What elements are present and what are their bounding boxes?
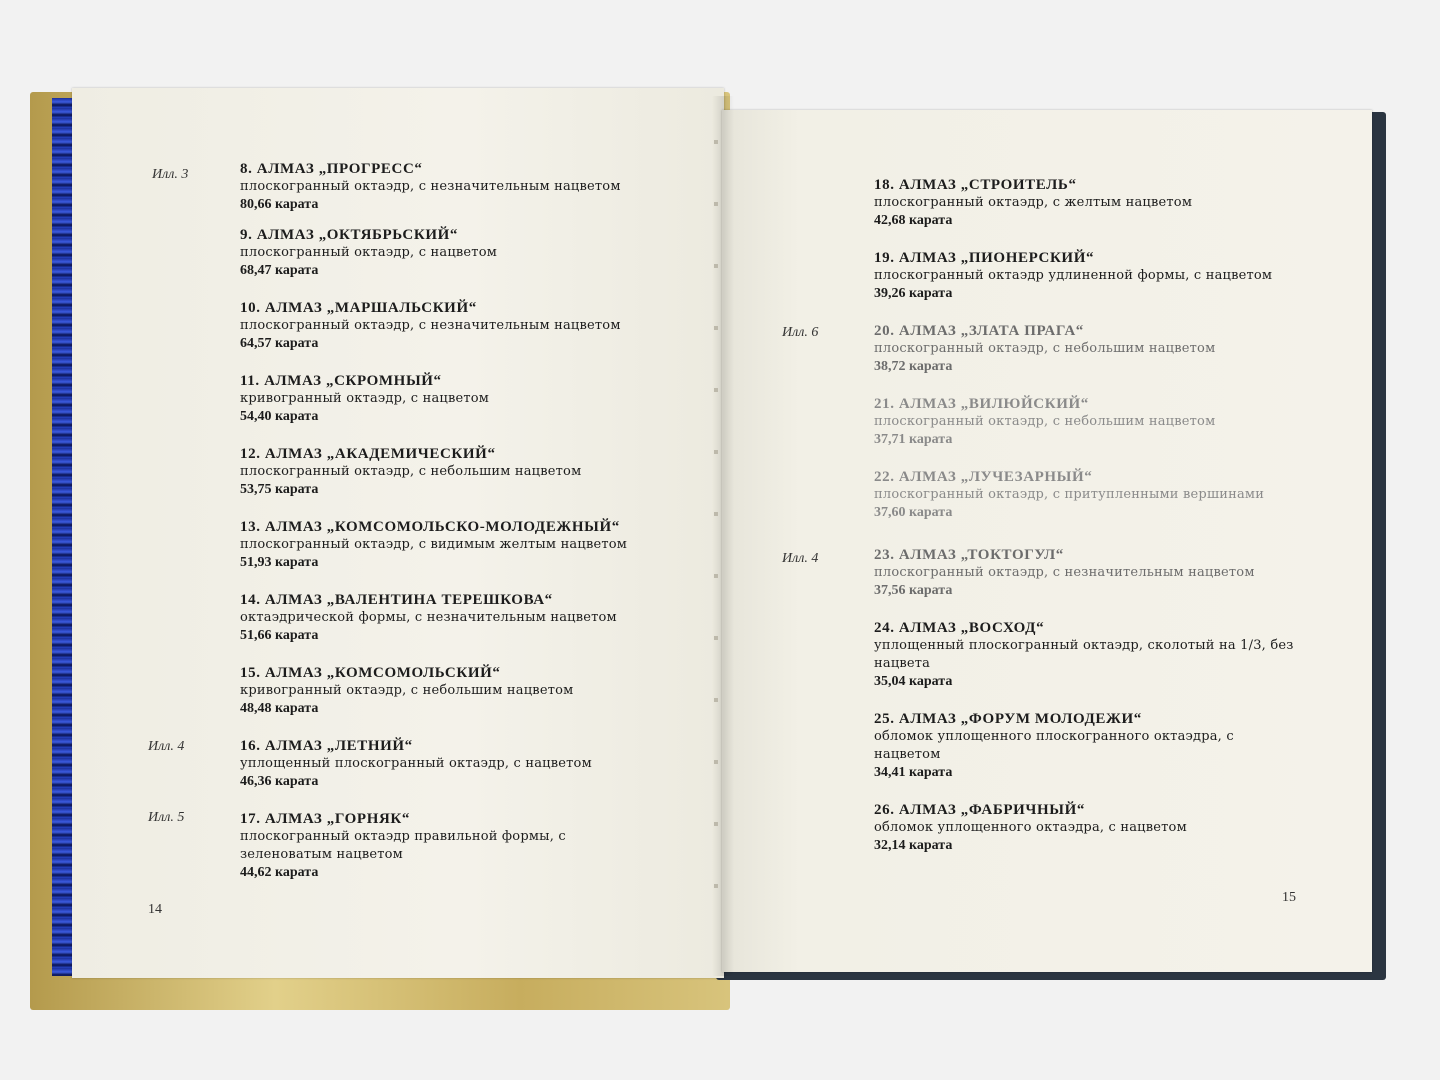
entry-weight: 32,14 карата	[874, 838, 953, 853]
entry-title: 14. АЛМАЗ „ВАЛЕНТИНА ТЕРЕШКОВА“	[240, 592, 553, 608]
entry-description: октаэдрической формы, с незначительным нацветом	[240, 610, 617, 625]
entry-weight: 35,04 карата	[874, 674, 953, 689]
diamond-entry	[874, 619, 1304, 691]
diamond-entry	[240, 445, 680, 499]
entry-description: плоскогранный октаэдр, с незначительным нацветом	[240, 318, 621, 333]
entry-title: 18. АЛМАЗ „СТРОИТЕЛЬ“	[874, 177, 1077, 193]
binding-stitches	[714, 140, 718, 900]
entry-title: 13. АЛМАЗ „КОМСОМОЛЬСКО-МОЛОДЕЖНЫЙ“	[240, 519, 620, 535]
ill-ref: Илл. 3	[152, 167, 189, 182]
ill-ref: Илл. 5	[148, 810, 185, 825]
diamond-entry	[240, 810, 620, 882]
left-entries	[240, 160, 680, 901]
entry-weight: 39,26 карата	[874, 286, 953, 301]
entry-description: плоскогранный октаэдр, с видимым желтым нацветом	[240, 537, 628, 552]
entry-description: кривогранный октаэдр, с небольшим нацветом	[240, 683, 574, 698]
entry-weight: 64,57 карата	[240, 336, 319, 351]
entry-description: уплощенный плоскогранный октаэдр, с нацветом	[240, 756, 592, 771]
entry-description: уплощенный плоскогранный октаэдр, сколотый на 1/3, без нацвета	[874, 638, 1294, 671]
entry-title: 22. АЛМАЗ „ЛУЧЕЗАРНЫЙ“	[874, 469, 1093, 485]
diamond-entry	[240, 372, 680, 426]
entry-description: плоскогранный октаэдр, с небольшим нацветом	[874, 341, 1216, 356]
entry-weight: 42,68 карата	[874, 213, 953, 228]
entry-weight: 37,60 карата	[874, 505, 953, 520]
entry-description: плоскогранный октаэдр, с небольшим нацветом	[240, 464, 582, 479]
entry-title: 10. АЛМАЗ „МАРШАЛЬСКИЙ“	[240, 300, 477, 316]
entry-description: обломок уплощенного плоскогранного октаэдра, с нацветом	[874, 729, 1234, 762]
entry-weight: 53,75 карата	[240, 482, 319, 497]
entry-title: 24. АЛМАЗ „ВОСХОД“	[874, 620, 1045, 636]
entry-weight: 37,56 карата	[874, 583, 953, 598]
entry-title: 8. АЛМАЗ „ПРОГРЕСС“	[240, 161, 423, 177]
entry-title: 12. АЛМАЗ „АКАДЕМИЧЕСКИЙ“	[240, 446, 496, 462]
entry-description: плоскогранный октаэдр, с притупленными вершинами	[874, 487, 1265, 502]
entry-title: 11. АЛМАЗ „СКРОМНЫЙ“	[240, 373, 442, 389]
blue-spine-strip	[52, 98, 74, 976]
entry-title: 20. АЛМАЗ „ЗЛАТА ПРАГА“	[874, 323, 1084, 339]
diamond-entry	[874, 468, 1304, 522]
ill-ref: Илл. 6	[782, 325, 819, 340]
entry-weight: 37,71 карата	[874, 432, 953, 447]
diamond-entry	[874, 395, 1304, 449]
entry-title: 16. АЛМАЗ „ЛЕТНИЙ“	[240, 738, 413, 754]
ill-ref: Илл. 4	[782, 551, 819, 566]
diamond-entry	[874, 801, 1304, 855]
entry-weight: 80,66 карата	[240, 197, 319, 212]
entry-description: плоскогранный октаэдр, с желтым нацветом	[874, 195, 1193, 210]
entry-description: плоскогранный октаэдр удлиненной формы, с нацветом	[874, 268, 1273, 283]
entry-title: 19. АЛМАЗ „ПИОНЕРСКИЙ“	[874, 250, 1095, 266]
diamond-entry	[874, 249, 1304, 303]
entry-weight: 48,48 карата	[240, 701, 319, 716]
entry-weight: 38,72 карата	[874, 359, 953, 374]
diamond-entry	[874, 176, 1304, 230]
diamond-entry	[874, 710, 1304, 782]
entry-weight: 68,47 карата	[240, 263, 319, 278]
diamond-entry	[240, 664, 680, 718]
entry-title: 25. АЛМАЗ „ФОРУМ МОЛОДЕЖИ“	[874, 711, 1142, 727]
entry-title: 26. АЛМАЗ „ФАБРИЧНЫЙ“	[874, 802, 1085, 818]
entry-description: плоскогранный октаэдр, с незначительным нацветом	[874, 565, 1255, 580]
entry-weight: 46,36 карата	[240, 774, 319, 789]
diamond-entry	[240, 160, 680, 214]
entry-description: плоскогранный октаэдр, с нацветом	[240, 245, 498, 260]
entry-weight: 51,66 карата	[240, 628, 319, 643]
entry-description: обломок уплощенного октаэдра, с нацветом	[874, 820, 1187, 835]
diamond-entry	[240, 518, 680, 572]
entry-title: 23. АЛМАЗ „ТОКТОГУЛ“	[874, 547, 1064, 563]
entry-title: 17. АЛМАЗ „ГОРНЯК“	[240, 811, 410, 827]
entry-weight: 34,41 карата	[874, 765, 953, 780]
entry-weight: 51,93 карата	[240, 555, 319, 570]
entry-description: кривогранный октаэдр, с нацветом	[240, 391, 490, 406]
right-entries	[874, 176, 1304, 874]
entry-title: 21. АЛМАЗ „ВИЛЮЙСКИЙ“	[874, 396, 1089, 412]
diamond-entry	[240, 226, 680, 280]
page-number-left: 14	[148, 902, 162, 917]
entry-weight: 54,40 карата	[240, 409, 319, 424]
diamond-entry	[240, 591, 680, 645]
entry-description: плоскогранный октаэдр правильной формы, с зеленоватым нацветом	[240, 829, 566, 862]
diamond-entry	[874, 546, 1304, 600]
entry-description: плоскогранный октаэдр, с незначительным нацветом	[240, 179, 621, 194]
entry-title: 9. АЛМАЗ „ОКТЯБРЬСКИЙ“	[240, 227, 458, 243]
entry-title: 15. АЛМАЗ „КОМСОМОЛЬСКИЙ“	[240, 665, 501, 681]
ill-ref: Илл. 4	[148, 739, 185, 754]
diamond-entry	[874, 322, 1304, 376]
diamond-entry	[240, 737, 680, 791]
page-number-right: 15	[1282, 890, 1296, 905]
entry-weight: 44,62 карата	[240, 865, 319, 880]
entry-description: плоскогранный октаэдр, с небольшим нацветом	[874, 414, 1216, 429]
diamond-entry	[240, 299, 680, 353]
